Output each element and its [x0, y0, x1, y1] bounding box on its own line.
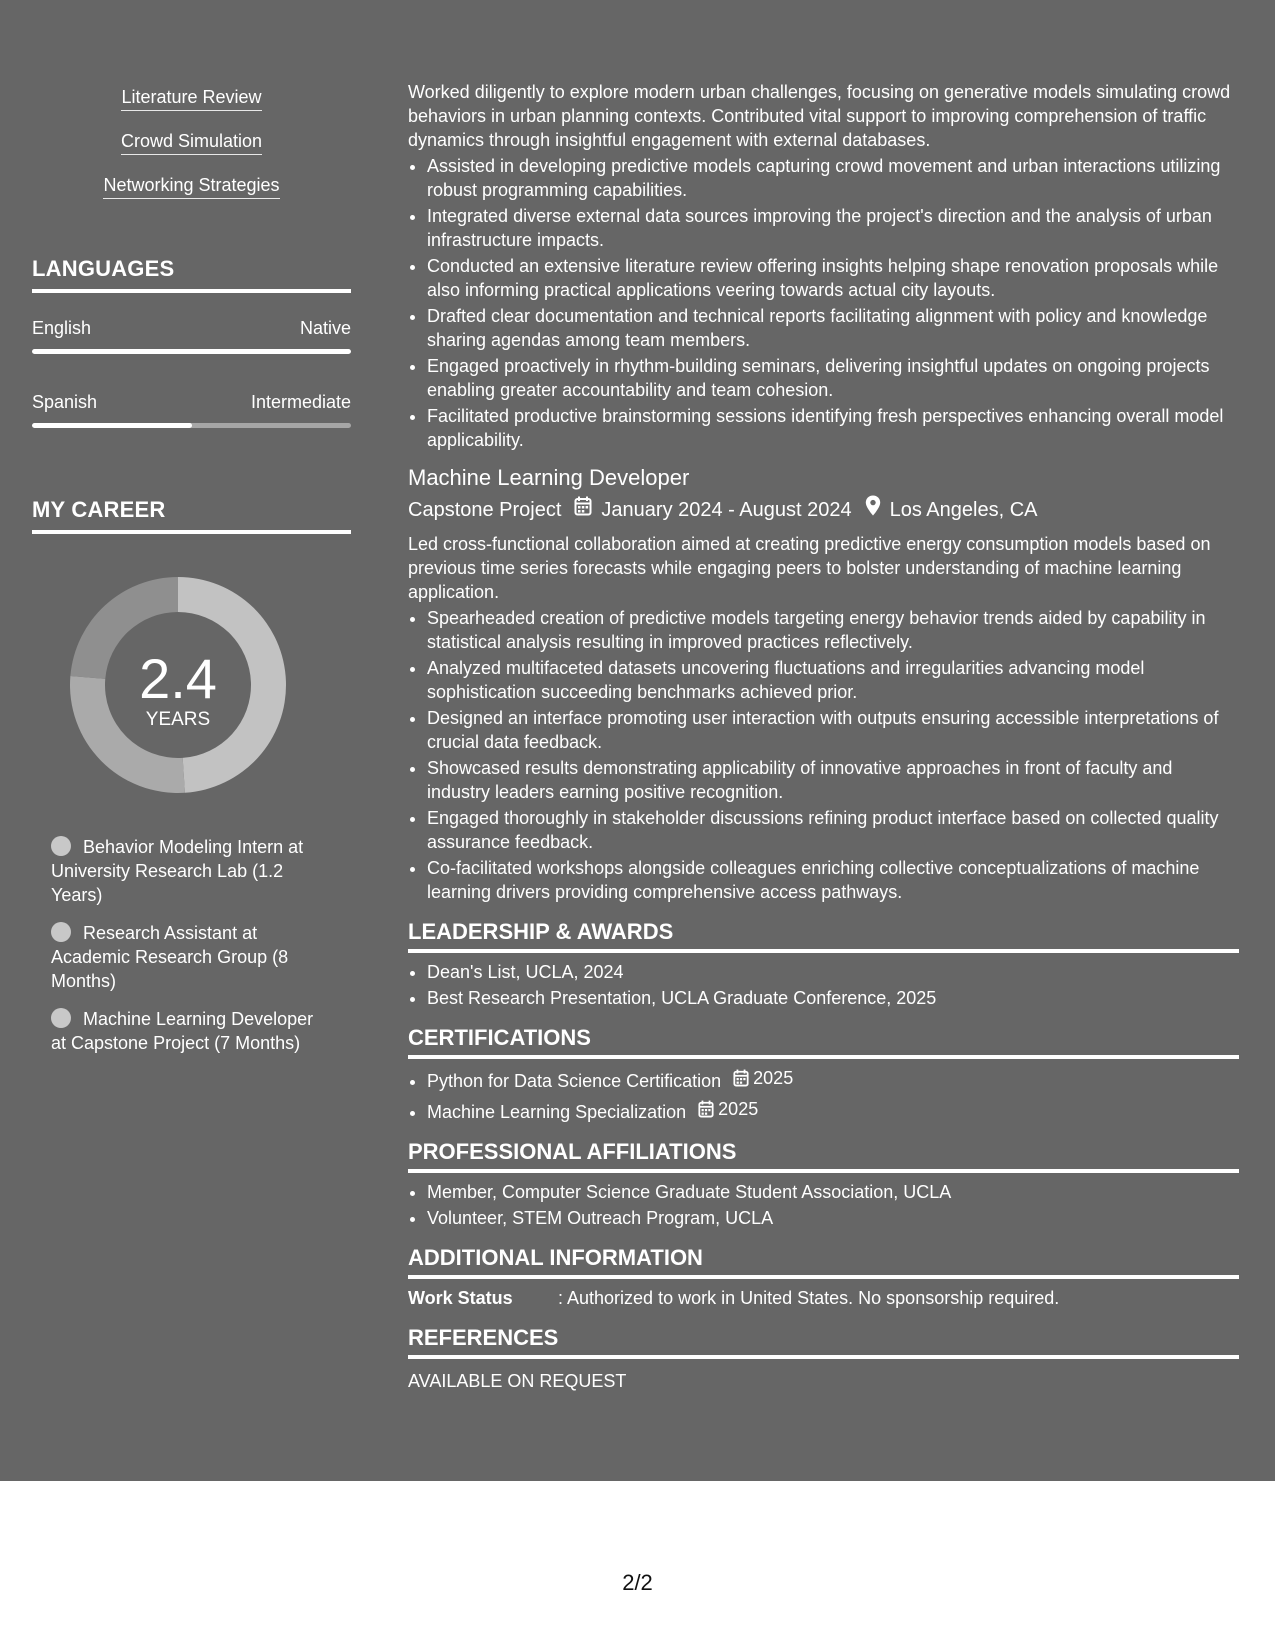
experience-bullet: • Drafted clear documentation and technical reports facilitating alignment with policy and knowledge sharing agendas among team members. — [427, 304, 1239, 352]
work-status-row — [408, 1286, 1239, 1310]
job-location: Los Angeles, CA — [889, 498, 1038, 521]
interests-list — [32, 86, 351, 218]
experience-bullet: • Facilitated productive brainstorming sessions identifying fresh perspectives enhancing overall model applicability. — [427, 404, 1239, 452]
job-meta — [408, 495, 1239, 524]
additional-info-section — [408, 1244, 1239, 1310]
section-divider — [408, 1055, 1239, 1059]
section-divider — [408, 1169, 1239, 1173]
certification-item — [427, 1097, 1239, 1124]
affiliation-item: • Volunteer, STEM Outreach Program, UCLA — [427, 1206, 1239, 1230]
affiliations-list — [408, 1180, 1239, 1230]
career-item-text: Research Assistant at Academic Research Group (8 Months) — [51, 923, 289, 991]
affiliation-item: • Member, Computer Science Graduate Student Association, UCLA — [427, 1180, 1239, 1204]
certifications-title: CERTIFICATIONS — [408, 1025, 591, 1050]
language-item — [32, 391, 351, 428]
references-title: REFERENCES — [408, 1325, 559, 1350]
language-name: English — [32, 318, 92, 338]
bullet-dot-icon — [51, 922, 71, 942]
experience-bullet: • Conducted an extensive literature review offering insights helping shape renovation proposals while also informing practical applications veering towards actual city layouts. — [427, 254, 1239, 302]
experience-bullet: • Engaged thoroughly in stakeholder discussions refining product interface based on collected quality assurance feedback. — [427, 806, 1239, 854]
language-item — [32, 317, 351, 354]
language-proficiency-bar — [32, 349, 351, 354]
work-status-value: : Authorized to work in United States. No sponsorship required. — [558, 1288, 1060, 1308]
references-section — [408, 1324, 1239, 1393]
calendar-icon — [698, 1100, 714, 1118]
career-item — [51, 921, 331, 993]
experience-bullets — [408, 154, 1239, 452]
experience-summary: Led cross-functional collaboration aimed at creating predictive energy consumption models based on previous time series forecasts while engaging peers to bolster understanding of machine learning application. — [408, 534, 1211, 602]
career-item — [51, 1007, 331, 1055]
languages-title: LANGUAGES — [32, 256, 175, 281]
additional-info-title: ADDITIONAL INFORMATION — [408, 1245, 703, 1270]
languages-section — [32, 256, 351, 428]
career-item-text: Behavior Modeling Intern at University Research Lab (1.2 Years) — [51, 837, 304, 905]
interest-item[interactable]: Networking Strategies — [103, 174, 279, 199]
interest-item[interactable]: Crowd Simulation — [121, 130, 262, 155]
career-item — [51, 835, 331, 907]
job-dates: January 2024 - August 2024 — [601, 498, 852, 521]
language-proficiency-fill — [32, 349, 351, 354]
experience-bullet: • Assisted in developing predictive models capturing crowd movement and urban interactions utilizing robust programming capabilities. — [427, 154, 1239, 202]
experience-bullet: • Co-facilitated workshops alongside colleagues enriching collective conceptualizations of machine learning drivers providing comprehensive access pathways. — [427, 856, 1239, 904]
career-item-text: Machine Learning Developer at Capstone Project (7 Months) — [51, 1009, 314, 1053]
certification-name: Python for Data Science Certification — [427, 1071, 722, 1091]
career-list — [51, 835, 331, 1069]
calendar-icon — [574, 496, 592, 524]
leadership-title: LEADERSHIP & AWARDS — [408, 919, 674, 944]
job-company: Capstone Project — [408, 498, 562, 521]
certifications-list — [408, 1066, 1239, 1124]
career-years-unit: YEARS — [145, 709, 211, 730]
language-level: Native — [299, 318, 351, 338]
language-proficiency-bar — [32, 423, 351, 428]
interest-item[interactable]: Literature Review — [121, 86, 261, 111]
experience-bullet: • Showcased results demonstrating applicability of innovative approaches in front of faculty and industry leaders earning positive recognition. — [427, 756, 1239, 804]
career-donut-chart — [66, 573, 290, 797]
calendar-icon — [733, 1069, 749, 1087]
experience-entry — [408, 464, 1239, 904]
language-name: Spanish — [32, 392, 98, 412]
section-divider — [408, 949, 1239, 953]
language-level: Intermediate — [250, 392, 351, 412]
section-divider — [408, 1275, 1239, 1279]
section-divider — [32, 530, 351, 534]
bullet-dot-icon — [51, 1008, 71, 1028]
experience-summary: Worked diligently to explore modern urban challenges, focusing on generative models simulating crowd behaviors in urban planning contexts. Contributed vital support to improving comprehension of traffic dynamics through insightful engagement with external databases. — [408, 82, 1231, 150]
experience-bullet: • Analyzed multifaceted datasets uncovering fluctuations and irregularities advancing model sophistication succeeding benchmarks achieved prior. — [427, 656, 1239, 704]
certification-year: 2025 — [718, 1099, 759, 1119]
affiliations-title: PROFESSIONAL AFFILIATIONS — [408, 1139, 737, 1164]
references-text: AVAILABLE ON REQUEST — [408, 1371, 627, 1391]
certification-name: Machine Learning Specialization — [427, 1102, 687, 1122]
certification-item — [427, 1066, 1239, 1093]
leadership-list — [408, 960, 1239, 1010]
career-section — [32, 497, 351, 1053]
section-divider — [408, 1355, 1239, 1359]
experience-bullet: • Integrated diverse external data sources improving the project's direction and the analysis of urban infrastructure impacts. — [427, 204, 1239, 252]
career-total-years: 2.4 — [139, 647, 217, 710]
award-item: • Dean's List, UCLA, 2024 — [427, 960, 1239, 984]
experience-bullet: • Engaged proactively in rhythm-building seminars, delivering insightful updates on ongoing projects enabling greater accountability and team cohesion. — [427, 354, 1239, 402]
experience-entry — [408, 80, 1239, 452]
certifications-section — [408, 1024, 1239, 1124]
experience-bullet: • Spearheaded creation of predictive models targeting energy behavior trends aided by capability in statistical analysis resulting in improved practices reflectively. — [427, 606, 1239, 654]
work-status-label: Work Status — [408, 1288, 513, 1308]
section-divider — [32, 289, 351, 293]
affiliations-section — [408, 1138, 1239, 1230]
language-proficiency-fill — [32, 423, 192, 428]
experience-bullet: • Designed an interface promoting user interaction with outputs ensuring accessible interpretations of crucial data feedback. — [427, 706, 1239, 754]
job-title: Machine Learning Developer — [408, 465, 690, 490]
career-title: MY CAREER — [32, 497, 166, 522]
certification-year: 2025 — [753, 1068, 794, 1088]
leadership-section — [408, 918, 1239, 1010]
award-item: • Best Research Presentation, UCLA Graduate Conference, 2025 — [427, 986, 1239, 1010]
page-number: 2/2 — [622, 1570, 653, 1595]
location-pin-icon — [865, 495, 881, 524]
bullet-dot-icon — [51, 836, 71, 856]
right-column — [408, 80, 1239, 1393]
experience-bullets — [408, 606, 1239, 904]
